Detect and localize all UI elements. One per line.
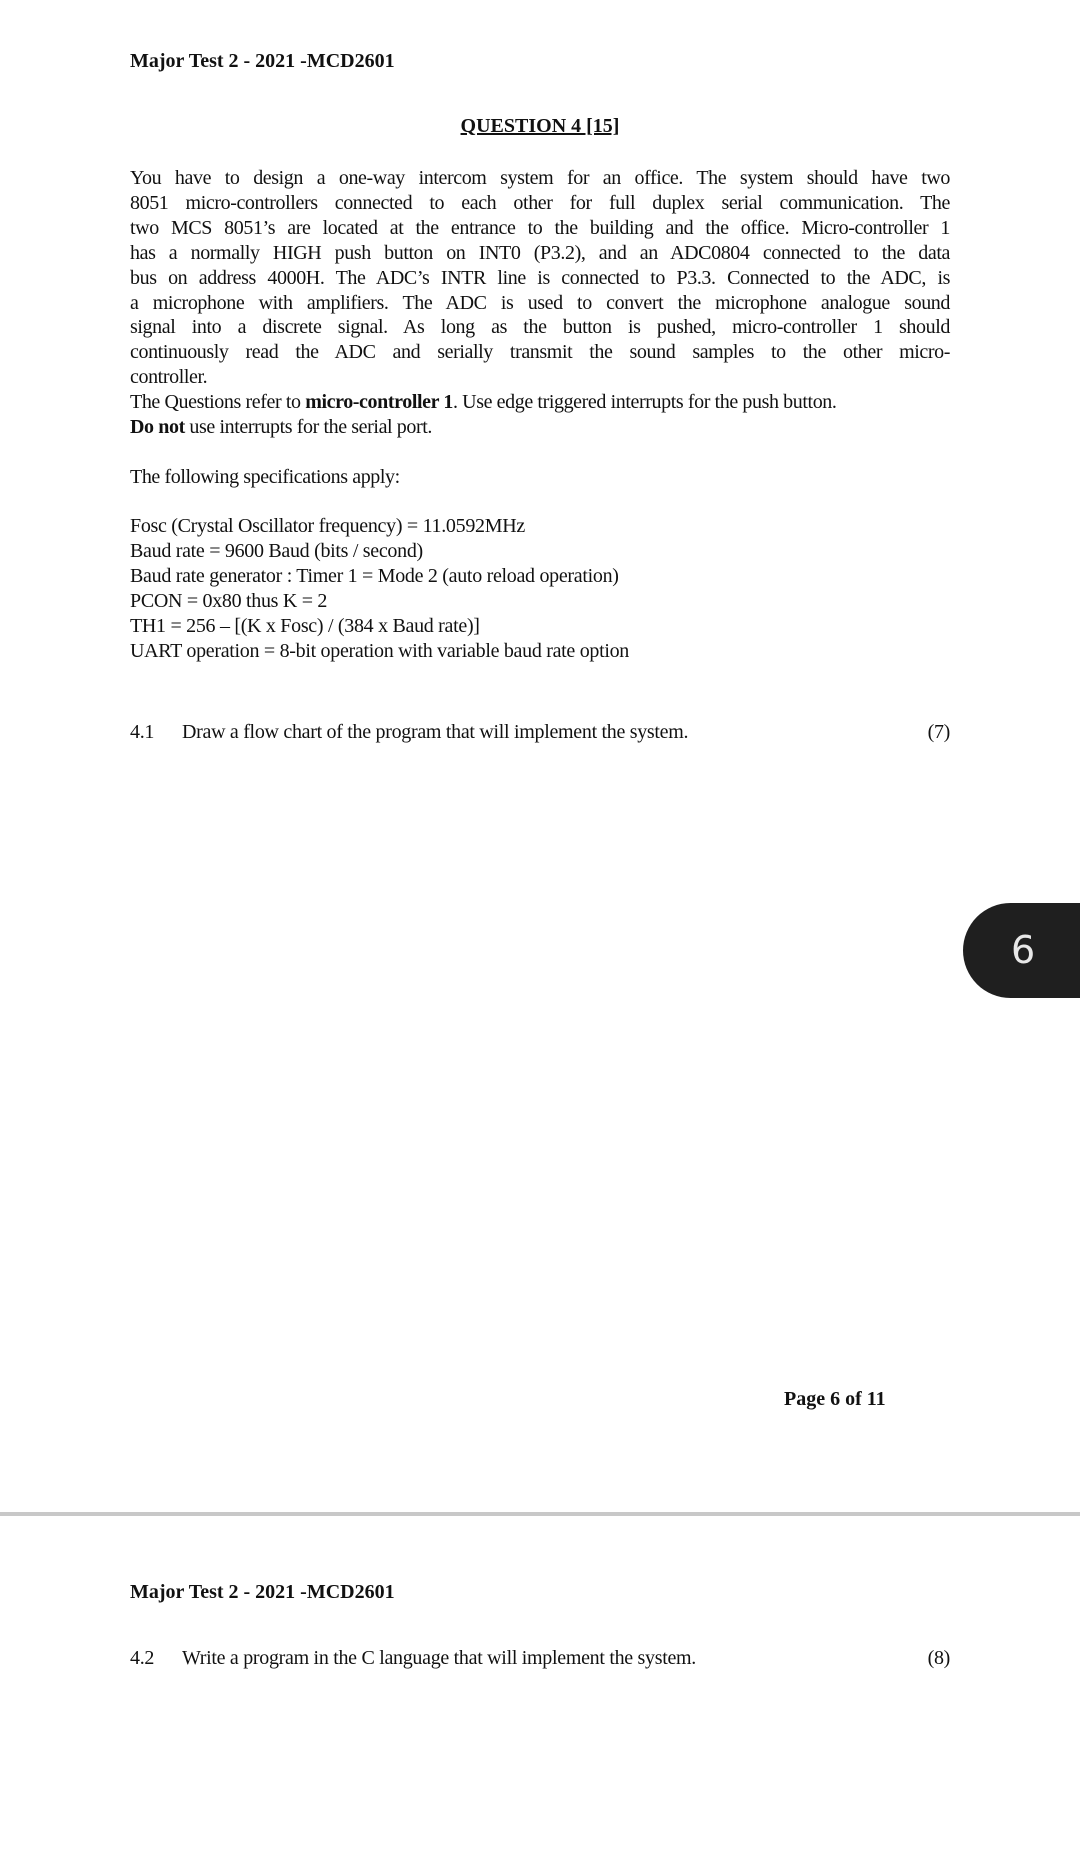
paragraph-line: 8051 micro-controllers connected to each other for full duplex serial communication. The <box>130 191 950 214</box>
paragraph-line: bus on address 4000H. The ADC’s INTR line is connected to P3.3. Connected to the ADC, is <box>130 266 950 289</box>
question-marks: (8) <box>927 1647 950 1669</box>
bold-text: Do not <box>130 416 185 439</box>
question-text: Draw a flow chart of the program that will implement the system. <box>182 721 689 743</box>
spec-item: Baud rate generator : Timer 1 = Mode 2 (auto reload operation) <box>130 564 619 587</box>
question-number: 4.1 <box>130 721 155 743</box>
page-header: Major Test 2 - 2021 -MCD2601 <box>130 1581 395 1603</box>
spec-item: Fosc (Crystal Oscillator frequency) = 11.0592MHz <box>130 515 525 537</box>
paragraph-line: a microphone with amplifiers. The ADC is used to convert the microphone analogue sound <box>130 291 950 314</box>
bold-text: micro-controller 1 <box>305 391 453 414</box>
paragraph-line: controller. <box>130 366 208 389</box>
spec-item: PCON = 0x80 thus K = 2 <box>130 589 328 612</box>
page-header: Major Test 2 - 2021 -MCD2601 <box>130 50 395 72</box>
instruction-line <box>130 390 950 415</box>
text: use interrupts for the serial port. <box>184 416 433 439</box>
paragraph-line: two MCS 8051’s are located at the entrance to the building and the office. Micro-controller 1 <box>130 216 950 239</box>
page-indicator-badge[interactable]: 6 <box>963 903 1080 998</box>
question-number: 4.2 <box>130 1647 155 1669</box>
text: . Use edge triggered interrupts for the push button. <box>452 391 837 414</box>
text: The Questions refer to <box>130 391 306 414</box>
instruction-line <box>130 415 950 440</box>
paragraph-line: signal into a discrete signal. As long as the button is pushed, micro-controller 1 should <box>130 316 950 339</box>
paragraph-line: You have to design a one-way intercom system for an office. The system should have two <box>130 167 950 189</box>
paragraph-line: continuously read the ADC and serially transmit the sound samples to the other micro- <box>130 341 950 364</box>
spec-item: TH1 = 256 – [(K x Fosc) / (384 x Baud rate)] <box>130 614 480 637</box>
page-divider <box>0 1512 1080 1516</box>
paragraph-line: has a normally HIGH push button on INT0 (P3.2), and an ADC0804 connected to the data <box>130 241 950 264</box>
question-text: Write a program in the C language that will implement the system. <box>182 1647 697 1669</box>
spec-item: Baud rate = 9600 Baud (bits / second) <box>130 539 423 562</box>
question-title: QUESTION 4 [15] <box>460 115 620 137</box>
page-number: Page 6 of 11 <box>784 1388 886 1410</box>
specs-intro: The following specifications apply: <box>130 465 400 488</box>
spec-item: UART operation = 8-bit operation with variable baud rate option <box>130 639 630 662</box>
specifications-list <box>130 514 629 663</box>
question-description <box>130 166 950 490</box>
question-marks: (7) <box>927 721 950 743</box>
